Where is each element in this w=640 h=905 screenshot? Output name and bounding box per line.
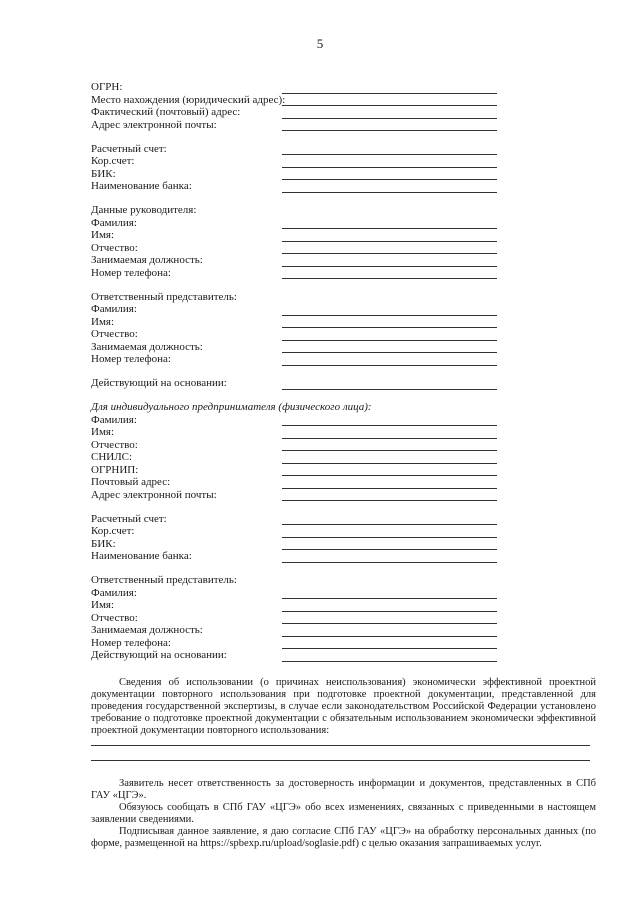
field-label: Занимаемая должность: [91,254,203,266]
field-ip-ogrnip[interactable] [91,464,501,477]
field-rep-phone[interactable] [91,353,501,366]
field-label: Кор.счет: [91,155,135,167]
field-label: Почтовый адрес: [91,476,171,488]
field-label: Отчество: [91,611,138,624]
field-label: Номер телефона: [91,353,171,365]
field-ip-bank-name[interactable] [91,550,501,563]
head-section-title: Данные руководителя: [91,204,197,216]
field-line[interactable] [282,661,497,662]
ip-fields [91,414,501,502]
field-label: БИК: [91,167,116,180]
field-label: Место нахождения (юридический адрес): [91,93,286,106]
rep-fields [91,303,501,366]
field-ip-patronymic[interactable] [91,439,501,452]
field-label: Номер телефона: [91,266,171,279]
field-rep-surname[interactable] [91,303,501,316]
field-ip-corr-account[interactable] [91,525,501,538]
field-legal-address[interactable] [91,94,501,107]
field-rep-name[interactable] [91,316,501,329]
field-ip-rep-phone[interactable] [91,637,501,650]
ip-bank-fields [91,513,501,563]
field-line[interactable] [282,130,497,131]
field-label: Фактический (почтовый) адрес: [91,106,241,118]
field-corr-account[interactable] [91,155,501,168]
field-ip-rep-basis[interactable] [91,649,501,662]
field-ip-bik[interactable] [91,538,501,551]
field-ip-email[interactable] [91,489,501,502]
field-label: Фамилия: [91,413,137,426]
field-label: Имя: [91,426,115,438]
field-line[interactable] [282,192,497,193]
field-label: Действующий на основании: [91,377,227,389]
ip-section-title: Для индивидуального предпринимателя (физического лица): [91,401,372,413]
org-top-fields [91,81,501,131]
field-ip-rep-surname[interactable] [91,587,501,600]
page-number: 5 [316,36,324,51]
field-label: БИК: [91,537,116,550]
field-label: ОГРНИП: [91,463,139,476]
field-head-patronymic[interactable] [91,242,501,255]
field-ip-snils[interactable] [91,451,501,464]
field-label: Адрес электронной почты: [91,488,217,501]
field-label: Кор.счет: [91,525,135,537]
field-label: Адрес электронной почты: [91,118,217,131]
field-rep-position[interactable] [91,341,501,354]
application-form [91,81,501,662]
field-label: Имя: [91,315,115,328]
field-label: Наименование банка: [91,550,192,562]
field-bik[interactable] [91,168,501,181]
field-line[interactable] [282,278,497,279]
field-ip-rep-patronymic[interactable] [91,612,501,625]
head-fields [91,217,501,280]
field-ip-surname[interactable] [91,414,501,427]
field-rep-patronymic[interactable] [91,328,501,341]
field-head-surname[interactable] [91,217,501,230]
field-ip-name[interactable] [91,426,501,439]
field-email[interactable] [91,119,501,132]
field-label: Занимаемая должность: [91,624,203,636]
field-basis[interactable] [91,377,501,390]
field-ip-rep-position[interactable] [91,624,501,637]
field-label: Фамилия: [91,303,137,315]
field-line[interactable] [282,365,497,366]
field-label: Фамилия: [91,216,137,229]
field-label: Номер телефона: [91,636,171,649]
field-ip-rep-name[interactable] [91,599,501,612]
field-line[interactable] [282,562,497,563]
field-label: Наименование банка: [91,180,192,192]
field-head-position[interactable] [91,254,501,267]
field-label: Имя: [91,229,115,241]
field-ip-account[interactable] [91,513,501,526]
org-bank-fields [91,143,501,193]
answer-line-1[interactable] [91,745,590,746]
rep-section-title: Ответственный представитель: [91,290,237,303]
field-line[interactable] [282,500,497,501]
field-label: ОГРН: [91,81,123,93]
answer-line-2[interactable] [91,760,590,761]
field-label: Действующий на основании: [91,649,227,661]
responsibility-paragraph: Заявитель несет ответственность за достоверность информации и документов, представленных в СПб ГАУ «ЦГЭ». [91,778,596,801]
field-head-name[interactable] [91,229,501,242]
field-label: СНИЛС: [91,451,133,463]
field-label: Расчетный счет: [91,142,167,155]
field-line[interactable] [282,389,497,390]
ip-rep-fields [91,587,501,662]
field-postal-address[interactable] [91,106,501,119]
ip-rep-section-title: Ответственный представитель: [91,574,237,586]
consent-paragraph: Подписывая данное заявление, я даю согласие СПб ГАУ «ЦГЭ» на обработку персональных данных (по форме, размещенной на https://spbexp.ru/upload/soglasie.pdf) с целью оказания запрашиваемых услуг. [91,826,596,849]
field-ip-postal-address[interactable] [91,476,501,489]
field-bank-name[interactable] [91,180,501,193]
field-ogrn[interactable] [91,81,501,94]
efficient-docs-paragraph: Сведения об использовании (о причинах неиспользования) экономически эффективной проектной документации повторного использования при подготовке проектной документации, представленной для проведения государственной экспертизы, в случае если законодательством Российской Федерации установлено требование о подготовке проектной документации с обязательным использованием экономически эффективной проектной документации повторного использования: [91,677,596,736]
notify-paragraph: Обязуюсь сообщать в СПб ГАУ «ЦГЭ» обо всех изменениях, связанных с приведенными в настоящем заявлении сведениями. [91,802,596,825]
field-label: Имя: [91,599,115,611]
field-label: Занимаемая должность: [91,340,203,353]
field-label: Расчетный счет: [91,512,167,525]
field-label: Фамилия: [91,586,137,599]
field-label: Отчество: [91,241,138,254]
field-label: Отчество: [91,328,138,340]
field-label: Отчество: [91,438,138,451]
field-head-phone[interactable] [91,267,501,280]
field-account[interactable] [91,143,501,156]
